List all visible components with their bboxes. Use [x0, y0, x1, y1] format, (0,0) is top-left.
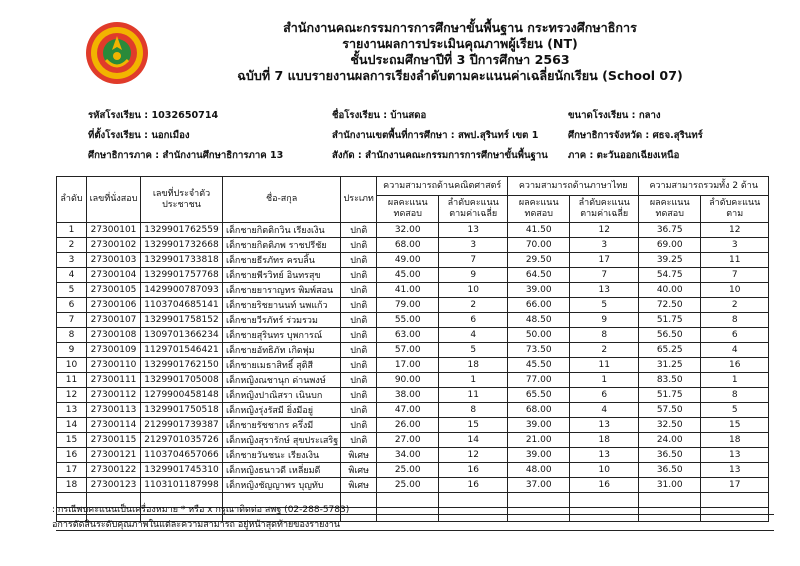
header-rank-math: ลำดับคะแนนตามค่าเฉลี่ย	[439, 196, 508, 223]
cell-rank-total: 1	[701, 373, 769, 388]
cell-rank-total: 12	[701, 223, 769, 238]
cell-score-math: 49.00	[377, 253, 439, 268]
cell-score-math: 25.00	[377, 478, 439, 493]
cell-id: 2129701035726	[141, 433, 223, 448]
cell-rank-total: 5	[701, 403, 769, 418]
table-row	[57, 478, 769, 493]
info-row-3	[88, 148, 788, 168]
cell-name: เด็กชายกิตติกวิน เรียงเงิน	[223, 223, 341, 238]
cell-rank-math: 11	[439, 388, 508, 403]
cell-rank: 3	[57, 253, 87, 268]
cell-rank-math: 3	[439, 238, 508, 253]
cell-rank-total: 18	[701, 433, 769, 448]
cell-rank-total: 10	[701, 283, 769, 298]
cell-score-total: 69.00	[639, 238, 701, 253]
cell-name: เด็กชายธีรภัทร ครบลิ้น	[223, 253, 341, 268]
cell-rank: 12	[57, 388, 87, 403]
cell-score-math: 34.00	[377, 448, 439, 463]
table-row	[57, 298, 769, 313]
cell-name: เด็กชายอัทธิภัท เกิดพุ่ม	[223, 343, 341, 358]
cell-score-thai: 29.50	[508, 253, 570, 268]
header-score-thai: ผลคะแนนทดสอบ	[508, 196, 570, 223]
school-size: ขนาดโรงเรียน : กลาง	[568, 110, 661, 121]
cell-rank-thai: 12	[570, 223, 639, 238]
title-line-1: สำนักงานคณะกรรมการการศึกษาขั้นพื้นฐาน กระทรวงศึกษาธิการ	[283, 20, 637, 35]
cell-rank: 2	[57, 238, 87, 253]
cell-rank: 18	[57, 478, 87, 493]
info-row-1	[88, 108, 788, 128]
table-row	[57, 343, 769, 358]
cell-rank: 11	[57, 373, 87, 388]
cell-score-math: 57.00	[377, 343, 439, 358]
cell-id: 1329901733818	[141, 253, 223, 268]
cell-rank-total: 7	[701, 268, 769, 283]
cell-seat: 27300123	[87, 478, 141, 493]
cell-rank-thai: 2	[570, 343, 639, 358]
cell-type: ปกติ	[341, 223, 377, 238]
cell-type: ปกติ	[341, 373, 377, 388]
cell-score-total: 72.50	[639, 298, 701, 313]
cell-type: ปกติ	[341, 268, 377, 283]
table-row	[57, 418, 769, 433]
cell-rank: 5	[57, 283, 87, 298]
table-row	[57, 283, 769, 298]
cell-id: 1129701546421	[141, 343, 223, 358]
cell-name: เด็กชายยาราญทร พิมพ์สอน	[223, 283, 341, 298]
cell-score-thai: 39.00	[508, 418, 570, 433]
cell-id: 1279900458148	[141, 388, 223, 403]
cell-type: ปกติ	[341, 433, 377, 448]
cell-rank-math: 5	[439, 343, 508, 358]
cell-id: 1103704657066	[141, 448, 223, 463]
cell-type: ปกติ	[341, 358, 377, 373]
table-row	[57, 448, 769, 463]
cell-name: เด็กชายสุรินทร บุพการณ์	[223, 328, 341, 343]
cell-rank-total: 8	[701, 388, 769, 403]
cell-rank: 7	[57, 313, 87, 328]
cell-rank-thai: 13	[570, 418, 639, 433]
results-table-body	[57, 223, 769, 522]
cell-id: 1329901757768	[141, 268, 223, 283]
cell-id: 1329901750518	[141, 403, 223, 418]
header-thai-group: ความสามารถด้านภาษาไทย	[508, 177, 639, 196]
cell-rank-total: 3	[701, 238, 769, 253]
cell-score-math: 45.00	[377, 268, 439, 283]
cell-type: ปกติ	[341, 313, 377, 328]
cell-score-thai: 77.00	[508, 373, 570, 388]
cell-rank-math: 18	[439, 358, 508, 373]
cell-rank-total: 4	[701, 343, 769, 358]
cell-id: 1329901732668	[141, 238, 223, 253]
cell-seat: 27300103	[87, 253, 141, 268]
cell-type: ปกติ	[341, 343, 377, 358]
cell-seat: 27300107	[87, 313, 141, 328]
cell-seat: 27300105	[87, 283, 141, 298]
header-score-math: ผลคะแนนทดสอบ	[377, 196, 439, 223]
cell-rank: 14	[57, 418, 87, 433]
cell-empty	[377, 493, 439, 508]
cell-rank-thai: 1	[570, 373, 639, 388]
cell-score-thai: 45.50	[508, 358, 570, 373]
cell-seat: 27300104	[87, 268, 141, 283]
cell-score-thai: 70.00	[508, 238, 570, 253]
cell-seat: 27300110	[87, 358, 141, 373]
cell-rank-total: 13	[701, 463, 769, 478]
cell-rank-thai: 13	[570, 448, 639, 463]
cell-empty	[570, 493, 639, 508]
cell-type: ปกติ	[341, 298, 377, 313]
cell-score-total: 32.50	[639, 418, 701, 433]
cell-score-total: 36.75	[639, 223, 701, 238]
cell-score-thai: 65.50	[508, 388, 570, 403]
cell-score-math: 17.00	[377, 358, 439, 373]
cell-rank-math: 12	[439, 448, 508, 463]
cell-score-thai: 21.00	[508, 433, 570, 448]
cell-rank-math: 6	[439, 313, 508, 328]
footer-note-1: : กรณีพบคะแนนเป็นเครื่องหมาย * หรือ x กรุณาติดต่อ สพฐ (02-288-5783)	[52, 505, 350, 515]
region-office: ศึกษาธิการภาค : สำนักงานศึกษาธิการภาค 13	[88, 150, 284, 161]
cell-seat: 27300113	[87, 403, 141, 418]
cell-name: เด็กชายริชยานนท์ นพแก้ว	[223, 298, 341, 313]
cell-rank: 6	[57, 298, 87, 313]
cell-empty	[439, 493, 508, 508]
cell-rank-math: 4	[439, 328, 508, 343]
cell-rank: 4	[57, 268, 87, 283]
cell-score-total: 36.50	[639, 463, 701, 478]
header-rank-thai: ลำดับคะแนนตามค่าเฉลี่ย	[570, 196, 639, 223]
cell-name: เด็กหญิงชัญญาพร บุญทับ	[223, 478, 341, 493]
header-rank-total: ลำดับคะแนนตาม	[701, 196, 769, 223]
cell-score-math: 90.00	[377, 373, 439, 388]
cell-score-thai: 66.00	[508, 298, 570, 313]
title-line-3: ชั้นประถมศึกษาปีที่ 3 ปีการศึกษา 2563	[350, 52, 570, 67]
table-row	[57, 358, 769, 373]
header-id: เลขที่ประจำตัวประชาชน	[141, 177, 223, 223]
cell-seat: 27300102	[87, 238, 141, 253]
cell-rank-thai: 16	[570, 478, 639, 493]
table-row	[57, 463, 769, 478]
cell-score-math: 41.00	[377, 283, 439, 298]
cell-score-total: 31.00	[639, 478, 701, 493]
cell-score-math: 68.00	[377, 238, 439, 253]
cell-type: ปกติ	[341, 418, 377, 433]
cell-type: ปกติ	[341, 283, 377, 298]
cell-rank-math: 9	[439, 268, 508, 283]
cell-rank: 13	[57, 403, 87, 418]
table-row	[57, 268, 769, 283]
cell-seat: 27300111	[87, 373, 141, 388]
cell-seat: 27300106	[87, 298, 141, 313]
cell-rank-thai: 13	[570, 283, 639, 298]
cell-rank-thai: 4	[570, 403, 639, 418]
cell-empty	[639, 493, 701, 508]
cell-score-thai: 39.00	[508, 448, 570, 463]
cell-rank-thai: 18	[570, 433, 639, 448]
cell-id: 1329901762150	[141, 358, 223, 373]
cell-seat: 27300109	[87, 343, 141, 358]
cell-rank-total: 6	[701, 328, 769, 343]
header-seat: เลขที่นั่งสอบ	[87, 177, 141, 223]
cell-type: ปกติ	[341, 403, 377, 418]
cell-rank-math: 1	[439, 373, 508, 388]
cell-type: ปกติ	[341, 253, 377, 268]
report-title-block	[160, 20, 760, 84]
school-info	[88, 108, 788, 168]
cell-rank-thai: 6	[570, 388, 639, 403]
header-type: ประเภท	[341, 177, 377, 223]
cell-name: เด็กชายเมธาสิทธิ์ สุติสี	[223, 358, 341, 373]
cell-empty	[508, 493, 570, 508]
cell-score-total: 65.25	[639, 343, 701, 358]
cell-rank-math: 13	[439, 223, 508, 238]
cell-score-total: 54.75	[639, 268, 701, 283]
school-code: รหัสโรงเรียน : 1032650714	[88, 110, 219, 121]
cell-score-thai: 41.50	[508, 223, 570, 238]
cell-score-thai: 37.00	[508, 478, 570, 493]
cell-rank-total: 11	[701, 253, 769, 268]
cell-id: 1103101187998	[141, 478, 223, 493]
cell-rank-total: 2	[701, 298, 769, 313]
cell-score-math: 27.00	[377, 433, 439, 448]
cell-rank: 17	[57, 463, 87, 478]
cell-type: ปกติ	[341, 328, 377, 343]
cell-rank-total: 8	[701, 313, 769, 328]
table-row	[57, 313, 769, 328]
cell-name: เด็กชายวีรภัทร์ ร่วมรวม	[223, 313, 341, 328]
cell-id: 1329901758152	[141, 313, 223, 328]
cell-score-math: 79.00	[377, 298, 439, 313]
cell-type: พิเศษ	[341, 478, 377, 493]
province-office: ศึกษาธิการจังหวัด : ศธจ.สุรินทร์	[568, 130, 703, 141]
cell-score-thai: 73.50	[508, 343, 570, 358]
cell-rank-math: 7	[439, 253, 508, 268]
header-math-group: ความสามารถด้านคณิตศาสตร์	[377, 177, 508, 196]
cell-score-math: 63.00	[377, 328, 439, 343]
cell-name: เด็กหญิงณชานุก ด่านพงษ์	[223, 373, 341, 388]
cell-rank-thai: 11	[570, 358, 639, 373]
cell-score-math: 47.00	[377, 403, 439, 418]
cell-id: 2129901739387	[141, 418, 223, 433]
cell-rank: 10	[57, 358, 87, 373]
cell-rank-thai: 7	[570, 268, 639, 283]
cell-name: เด็กชายวันชนะ เรียงเงิน	[223, 448, 341, 463]
header-score-total: ผลคะแนนทดสอบ	[639, 196, 701, 223]
cell-name: เด็กชายพีรวิทย์ อินทรสุข	[223, 268, 341, 283]
footer-note-2: อการตัดสินระดับคุณภาพในแต่ละความสามารถ อยู่หน้าสุดท้ายของรายงาน	[52, 520, 340, 530]
cell-seat: 27300112	[87, 388, 141, 403]
cell-id: 1103704685141	[141, 298, 223, 313]
cell-score-total: 51.75	[639, 313, 701, 328]
cell-rank: 1	[57, 223, 87, 238]
region: ภาค : ตะวันออกเฉียงเหนือ	[568, 150, 680, 161]
cell-score-total: 57.50	[639, 403, 701, 418]
table-row	[57, 223, 769, 238]
header-rank: ลำดับ	[57, 177, 87, 223]
table-row	[57, 373, 769, 388]
cell-score-thai: 48.50	[508, 313, 570, 328]
cell-seat: 27300114	[87, 418, 141, 433]
cell-score-math: 25.00	[377, 463, 439, 478]
cell-score-total: 51.75	[639, 388, 701, 403]
cell-score-math: 26.00	[377, 418, 439, 433]
cell-rank-thai: 10	[570, 463, 639, 478]
cell-rank-math: 14	[439, 433, 508, 448]
table-row	[57, 253, 769, 268]
cell-rank: 15	[57, 433, 87, 448]
cell-type: ปกติ	[341, 388, 377, 403]
cell-name: เด็กชายรัชชากร ครึ่งมี	[223, 418, 341, 433]
area-office: สำนักงานเขตพื้นที่การศึกษา : สพป.สุรินทร์ เขต 1	[332, 130, 539, 141]
cell-score-thai: 39.00	[508, 283, 570, 298]
cell-rank-math: 2	[439, 298, 508, 313]
info-row-2	[88, 128, 788, 148]
cell-rank-thai: 9	[570, 313, 639, 328]
cell-type: ปกติ	[341, 238, 377, 253]
cell-score-total: 39.25	[639, 253, 701, 268]
cell-seat: 27300115	[87, 433, 141, 448]
cell-rank-total: 13	[701, 448, 769, 463]
cell-rank-math: 15	[439, 418, 508, 433]
cell-name: เด็กหญิงธนาวดี เหลี่ยมดี	[223, 463, 341, 478]
cell-rank-math: 16	[439, 463, 508, 478]
cell-score-math: 38.00	[377, 388, 439, 403]
cell-seat: 27300121	[87, 448, 141, 463]
cell-rank-math: 10	[439, 283, 508, 298]
title-line-4: ฉบับที่ 7 แบบรายงานผลการเรียงลำดับตามคะแนนค่าเฉลี่ยนักเรียน (School 07)	[237, 68, 683, 83]
table-row	[57, 403, 769, 418]
cell-score-math: 32.00	[377, 223, 439, 238]
cell-score-math: 55.00	[377, 313, 439, 328]
table-row	[57, 328, 769, 343]
title-line-2: รายงานผลการประเมินคุณภาพผู้เรียน (NT)	[342, 36, 578, 51]
cell-seat: 27300108	[87, 328, 141, 343]
header-name: ชื่อ-สกุล	[223, 177, 341, 223]
cell-score-total: 31.25	[639, 358, 701, 373]
cell-score-total: 40.00	[639, 283, 701, 298]
cell-rank-total: 17	[701, 478, 769, 493]
cell-score-total: 36.50	[639, 448, 701, 463]
cell-seat: 27300122	[87, 463, 141, 478]
cell-rank-total: 16	[701, 358, 769, 373]
cell-id: 1429900787093	[141, 283, 223, 298]
cell-empty	[701, 493, 769, 508]
cell-rank-math: 8	[439, 403, 508, 418]
cell-rank-total: 15	[701, 418, 769, 433]
table-row	[57, 238, 769, 253]
cell-type: พิเศษ	[341, 463, 377, 478]
cell-rank: 8	[57, 328, 87, 343]
cell-score-thai: 68.00	[508, 403, 570, 418]
header-total-group: ความสามารถรวมทั้ง 2 ด้าน	[639, 177, 769, 196]
cell-name: เด็กชายกิตติภพ ราชปรีชัย	[223, 238, 341, 253]
cell-rank-thai: 5	[570, 298, 639, 313]
cell-score-thai: 64.50	[508, 268, 570, 283]
cell-rank: 16	[57, 448, 87, 463]
cell-score-thai: 50.00	[508, 328, 570, 343]
cell-score-total: 56.50	[639, 328, 701, 343]
cell-rank-math: 16	[439, 478, 508, 493]
cell-rank-thai: 17	[570, 253, 639, 268]
cell-score-total: 83.50	[639, 373, 701, 388]
cell-rank-thai: 8	[570, 328, 639, 343]
cell-name: เด็กหญิงสุรารักษ์ สุขประเสริฐ	[223, 433, 341, 448]
school-name: ชื่อโรงเรียน : บ้านสดอ	[332, 110, 427, 121]
cell-id: 1329901762559	[141, 223, 223, 238]
cell-seat: 27300101	[87, 223, 141, 238]
cell-rank-thai: 3	[570, 238, 639, 253]
cell-id: 1309701366234	[141, 328, 223, 343]
cell-score-thai: 48.00	[508, 463, 570, 478]
cell-id: 1329901745310	[141, 463, 223, 478]
obec-emblem-icon	[84, 20, 150, 86]
cell-id: 1329901705008	[141, 373, 223, 388]
table-row	[57, 388, 769, 403]
cell-name: เด็กหญิงรุ่งรัสมี ยิ่งมีอยู่	[223, 403, 341, 418]
affiliation: สังกัด : สำนักงานคณะกรรมการการศึกษาขั้นพื้นฐาน	[332, 150, 548, 161]
cell-score-total: 24.00	[639, 433, 701, 448]
table-row	[57, 433, 769, 448]
cell-name: เด็กหญิงปาณิสรา เนินบก	[223, 388, 341, 403]
results-table	[56, 176, 769, 522]
school-location: ที่ตั้งโรงเรียน : นอกเมือง	[88, 130, 190, 141]
cell-rank: 9	[57, 343, 87, 358]
cell-type: พิเศษ	[341, 448, 377, 463]
